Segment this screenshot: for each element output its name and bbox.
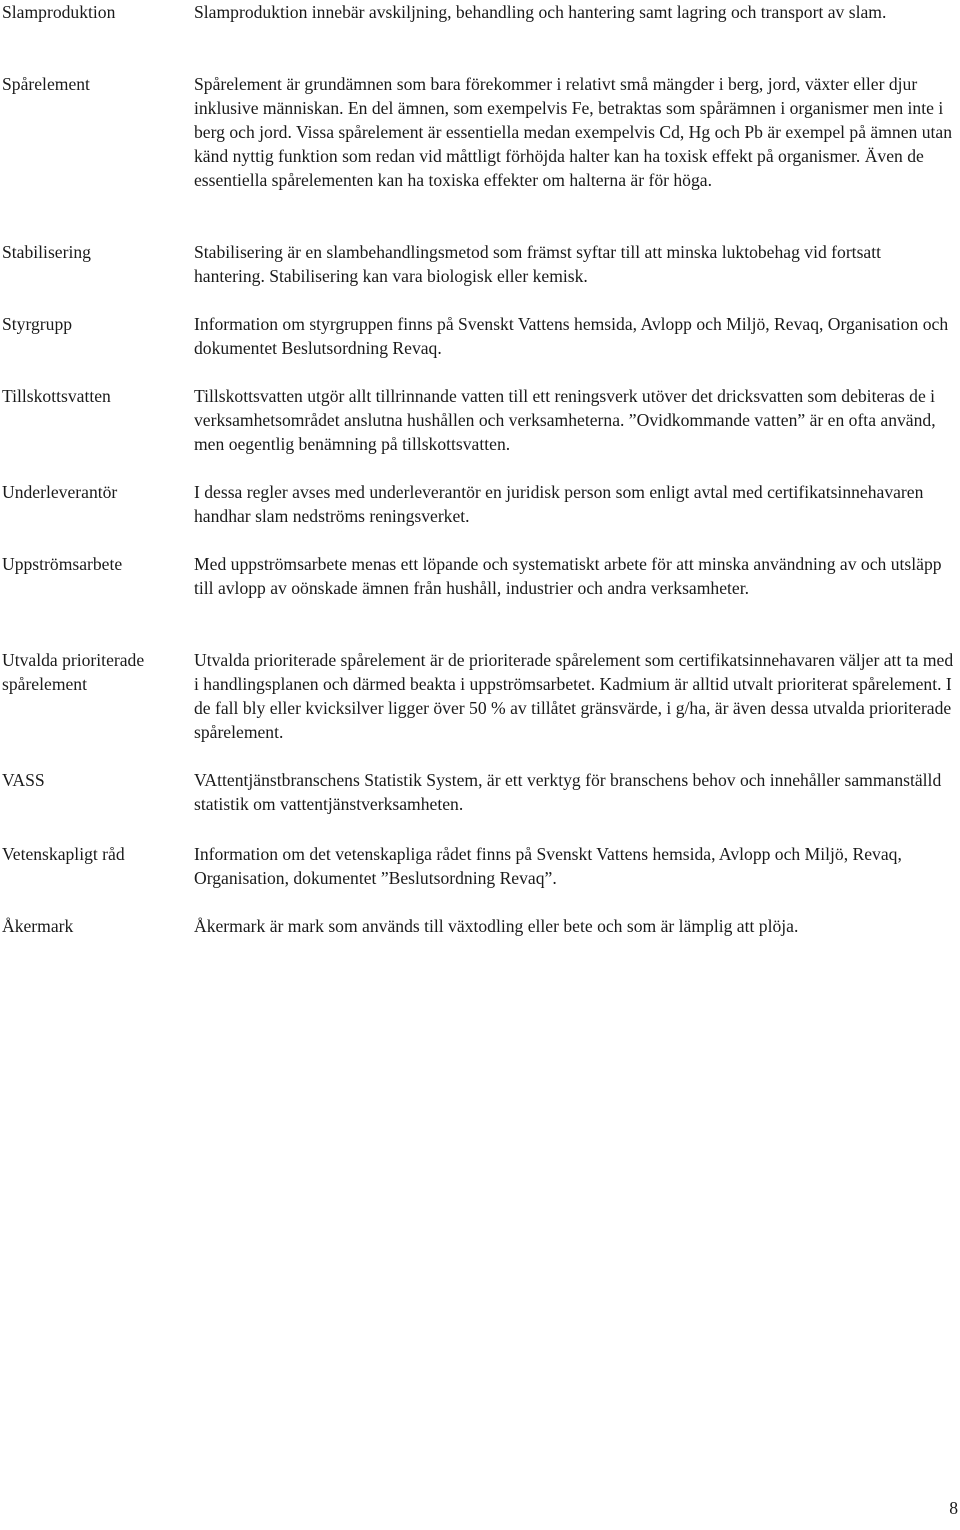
glossary-definition: Stabilisering är en slambehandlingsmetod som främst syftar till att minska luktobehag vid fortsatt hantering. Stabilisering kan vara biologisk eller kemisk.	[194, 242, 882, 286]
glossary-term: Slamproduktion	[2, 2, 116, 22]
glossary-definition: I dessa regler avses med underleverantör en juridisk person som enligt avtal med certifikatsinnehavaren handhar slam nedströms reningsverket.	[194, 482, 924, 526]
glossary-definition: Spårelement är grundämnen som bara förekommer i relativt små mängder i berg, jord, växter eller djur inklusive människan. En del ämnen, som exempelvis Fe, betraktas som spårämnen i organismer men inte i berg och jord. Vissa spårelement är essentiella medan exempelvis Cd, Hg och Pb är exempel på ämnen utan känd nyttig funktion som redan vid måttligt förhöjda halter kan ha toxisk effekt på organismer. Även de essentiella spårelementen kan ha toxiska effekter om halterna är för höga.	[194, 74, 953, 190]
glossary-term: Tillskottsvatten	[2, 386, 111, 406]
glossary-definition: Med uppströmsarbete menas ett löpande och systematiskt arbete för att minska användning av och utsläpp till avlopp av oönskade ämnen från hushåll, industrier och andra verksamheter.	[194, 554, 942, 598]
glossary-term: Åkermark	[2, 916, 74, 936]
glossary-definition: Information om det vetenskapliga rådet finns på Svenskt Vattens hemsida, Avlopp och Miljö, Revaq, Organisation, dokumentet ”Beslutsordning Revaq”.	[194, 844, 902, 888]
glossary-term: Spårelement	[2, 74, 90, 94]
glossary-definition: VAttentjänstbranschens Statistik System, är ett verktyg för branschens behov och innehåller sammanställd statistik om vattentjänstverksamheten.	[194, 770, 942, 814]
glossary-definition: Slamproduktion innebär avskiljning, behandling och hantering samt lagring och transport av slam.	[194, 2, 887, 22]
page-number: 8	[949, 1498, 958, 1518]
glossary-definition: Tillskottsvatten utgör allt tillrinnande vatten till ett reningsverk utöver det dricksvatten som debiteras de i verksamhetsområdet anslutna hushållen och verksamheterna. ”Ovidkommande vatten” är en ofta använd, men oegentlig benämning på tillskottsvatten.	[194, 386, 936, 454]
glossary-term: Underleverantör	[2, 482, 118, 502]
glossary-definition: Information om styrgruppen finns på Svenskt Vattens hemsida, Avlopp och Miljö, Revaq, Organisation och dokumentet Beslutsordning Revaq.	[194, 314, 949, 358]
glossary-term: Stabilisering	[2, 242, 91, 262]
glossary-term: Styrgrupp	[2, 314, 73, 334]
glossary-term: Uppströmsarbete	[2, 554, 123, 574]
glossary-definition: Utvalda prioriterade spårelement är de prioriterade spårelement som certifikatsinnehavaren väljer att ta med i handlingsplanen och därmed beakta i uppströmsarbetet. Kadmium är alltid utvalt prioriterat spårelement. I de fall bly eller kvicksilver ligger över 50 % av tillåtet gränsvärde, i g/ha, är även dessa utvalda prioriterade spårelement.	[194, 650, 954, 742]
glossary-term: VASS	[2, 770, 45, 790]
glossary-term: Utvalda prioriterade spårelement	[2, 650, 145, 694]
glossary-definition: Åkermark är mark som används till växtodling eller bete och som är lämplig att plöja.	[194, 916, 799, 936]
glossary-term: Vetenskapligt råd	[2, 844, 125, 864]
